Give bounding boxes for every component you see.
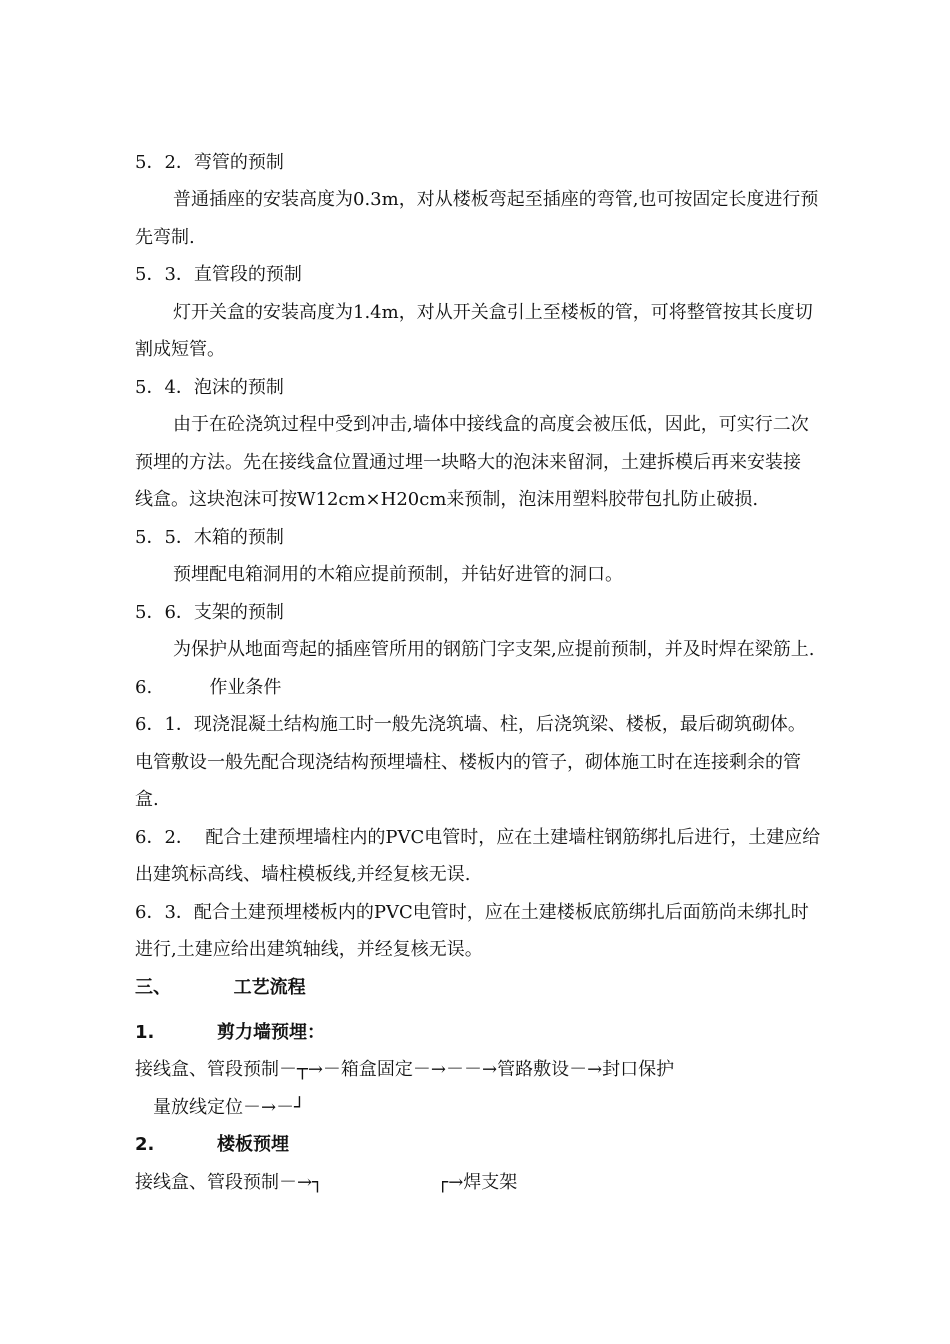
flow-line: 量放线定位－→－┘	[153, 1097, 305, 1118]
section-heading-3: 三、 工艺流程	[135, 977, 306, 998]
paragraph-line: 预埋配电箱洞用的木箱应提前预制，并钻好进管的洞口。	[173, 564, 623, 585]
heading-5-3: 5．3．直管段的预制	[135, 264, 302, 285]
flow-line: 接线盒、管段预制－┬→－箱盒固定－→－－→管路敷设－→封口保护	[135, 1059, 675, 1080]
paragraph-line: 先弯制.	[135, 227, 195, 248]
heading-5-2: 5．2．弯管的预制	[135, 152, 284, 173]
paragraph-line: 割成短管。	[135, 339, 225, 360]
paragraph-line: 线盒。这块泡沫可按W12cm×H20cm来预制，泡沫用塑料胶带包扎防止破损.	[135, 489, 759, 510]
paragraph-line: 6．2． 配合土建预埋墙柱内的PVC电管时，应在土建墙柱钢筋绑扎后进行，土建应给	[135, 827, 821, 848]
paragraph-line: 6．3．配合土建预埋楼板内的PVC电管时，应在土建楼板底筋绑扎后面筋尚未绑扎时	[135, 902, 809, 923]
heading-5-5: 5．5．木箱的预制	[135, 527, 284, 548]
paragraph-line: 灯开关盒的安装高度为1.4m，对从开关盒引上至楼板的管，可将整管按其长度切	[173, 302, 813, 323]
paragraph-line: 6．1．现浇混凝土结构施工时一般先浇筑墙、柱，后浇筑梁、楼板，最后砌筑砌体。	[135, 714, 806, 735]
paragraph-line: 盒.	[135, 789, 159, 810]
heading-5-4: 5．4．泡沫的预制	[135, 377, 284, 398]
paragraph-line: 由于在砼浇筑过程中受到冲击,墙体中接线盒的高度会被压低，因此，可实行二次	[173, 414, 809, 435]
heading-6: 6. 作业条件	[135, 677, 282, 698]
paragraph-line: 预埋的方法。先在接线盒位置通过埋一块略大的泡沫来留洞，土建拆模后再来安装接	[135, 452, 801, 473]
subheading-slab: 2. 楼板预埋	[135, 1134, 290, 1155]
paragraph-line: 出建筑标高线、墙柱模板线,并经复核无误.	[135, 864, 471, 885]
paragraph-line: 为保护从地面弯起的插座管所用的钢筋门字支架,应提前预制，并及时焊在梁筋上.	[173, 639, 815, 660]
paragraph-line: 进行,土建应给出建筑轴线，并经复核无误。	[135, 939, 483, 960]
paragraph-line: 电管敷设一般先配合现浇结构预埋墙柱、楼板内的管子，砌体施工时在连接剩余的管	[135, 752, 801, 773]
heading-5-6: 5．6．支架的预制	[135, 602, 284, 623]
paragraph-line: 普通插座的安装高度为0.3m，对从楼板弯起至插座的弯管,也可按固定长度进行预	[173, 189, 819, 210]
flow-line: 接线盒、管段预制－→┐ ┌→焊支架	[135, 1172, 518, 1193]
subheading-shear-wall: 1. 剪力墙预埋：	[135, 1022, 326, 1043]
